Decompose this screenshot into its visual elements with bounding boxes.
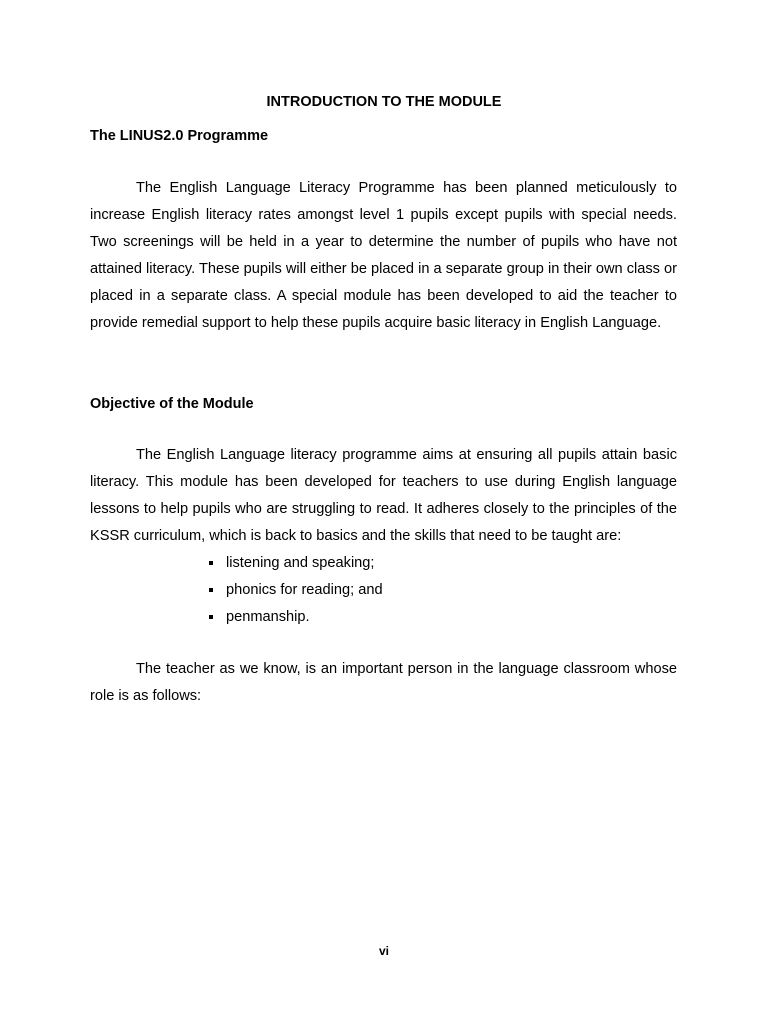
document-title: INTRODUCTION TO THE MODULE (266, 94, 502, 110)
list-item (207, 577, 383, 604)
square-bullet-icon (209, 588, 213, 592)
page-number: vi (378, 944, 389, 958)
list-item (207, 604, 383, 631)
list-item-text: listening and speaking; (226, 555, 375, 571)
section-heading-linus: The LINUS2.0 Programme (90, 128, 269, 144)
section-heading-objective: Objective of the Module (90, 396, 254, 412)
square-bullet-icon (209, 615, 213, 619)
paragraph-objective: The English Language literacy programme aims at ensuring all pupils attain basic literacy. This module has been developed for teachers to use during English language lessons to help pupils who are struggling to read. It adheres closely to the principles of the KSSR curriculum, which is back to basics and the skills that need to be taught are: (90, 447, 677, 544)
list-item (207, 550, 383, 577)
paragraph-linus-programme: The English Language Literacy Programme has been planned meticulously to increase English literacy rates amongst level 1 pupils except pupils with special needs. Two screenings will be held in a year to determine the number of pupils who have not attained literacy. These pupils will either be placed in a separate group in their own class or placed in a separate class. A special module has been developed to aid the teacher to provide remedial support to help these pupils acquire basic literacy in English Language. (90, 180, 677, 331)
skills-list (207, 550, 383, 631)
paragraph-teacher-role: The teacher as we know, is an important person in the language classroom whose role is as follows: (90, 661, 677, 704)
square-bullet-icon (209, 561, 213, 565)
list-item-text: penmanship. (226, 609, 310, 625)
list-item-text: phonics for reading; and (226, 582, 383, 598)
